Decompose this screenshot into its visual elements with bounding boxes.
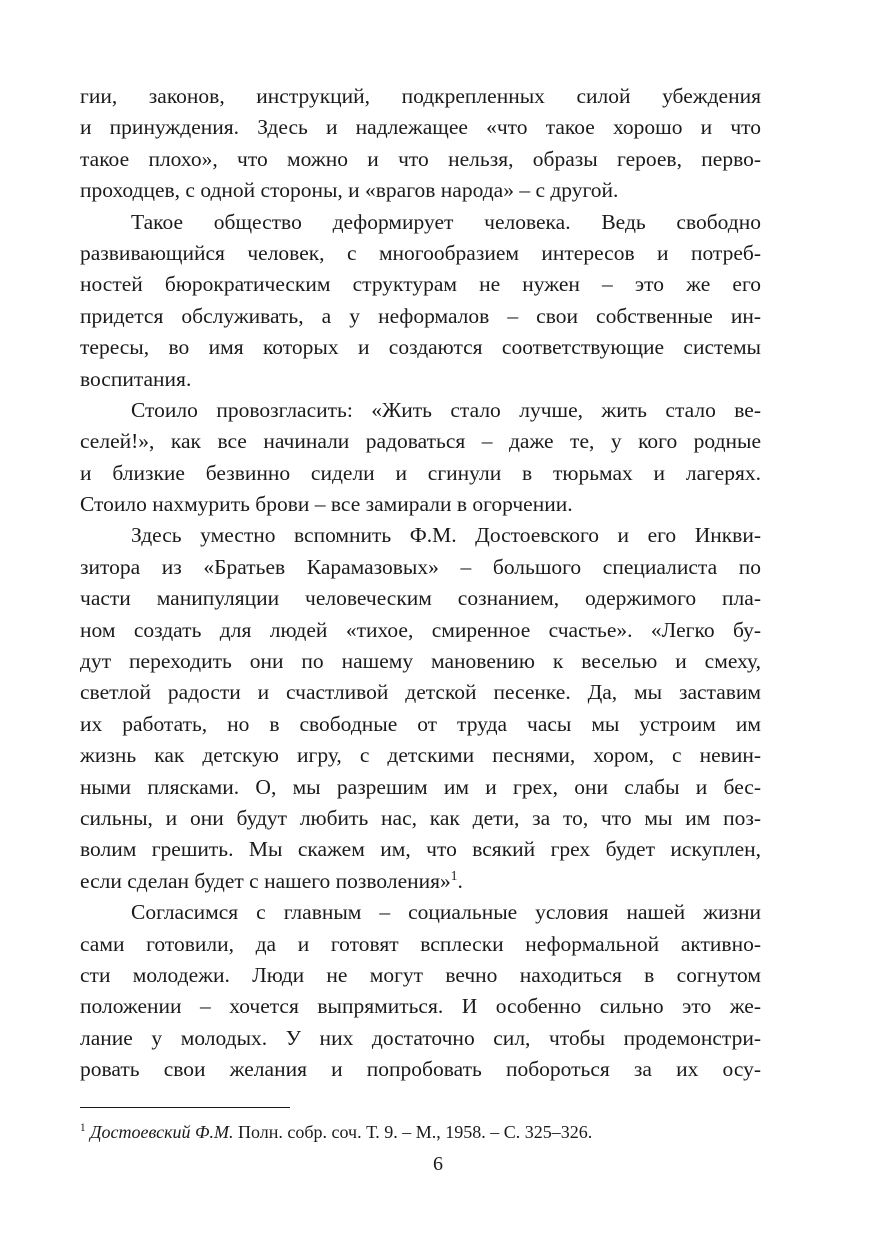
text-line-content: дут переходить они по нашему мановению к веселью и смеху, [80, 649, 761, 674]
text-line [80, 395, 761, 426]
text-line-tail: . [457, 868, 463, 893]
text-line [80, 1023, 761, 1054]
text-line [80, 834, 761, 865]
text-line [80, 772, 761, 803]
text-line [80, 458, 761, 489]
text-line-content: жизнь как детскую игру, с детскими песнями, хором, с невин- [80, 743, 761, 768]
text-line-content: и близкие безвинно сидели и сгинули в тюрьмах и лагерях. [80, 460, 761, 485]
text-line-content: проходцев, с одной стороны, и «врагов народа» – с другой. [80, 178, 619, 203]
text-line-content: лание у молодых. У них достаточно сил, чтобы продемонстри- [80, 1025, 761, 1050]
text-line [80, 520, 761, 551]
page-number: 6 [433, 1153, 443, 1175]
text-line [80, 646, 761, 677]
text-line-content: такое плохо», что можно и что нельзя, образы героев, перво- [80, 146, 761, 171]
text-line [80, 207, 761, 238]
footnote-separator [80, 1107, 290, 1108]
footnote-marker: 1 [80, 1122, 86, 1134]
text-line-content: сильны, и они будут любить нас, как дети, за то, что мы им поз- [80, 805, 761, 830]
text-line-content: Стоило нахмурить брови – все замирали в огорчении. [80, 492, 573, 517]
text-line [80, 897, 761, 928]
footnote-text: Полн. собр. соч. Т. 9. – М., 1958. – С. 325–326. [233, 1122, 593, 1142]
text-line-content: их работать, но в свободные от труда часы мы устроим им [80, 711, 761, 736]
text-line [80, 615, 761, 646]
text-line-content: положении – хочется выпрямиться. И особенно сильно это же- [80, 994, 761, 1019]
text-line-content: сами готовили, да и готовят всплески неформальной активно- [80, 931, 761, 956]
text-line-content: ном создать для людей «тихое, смиренное счастье». «Легко бу- [80, 617, 761, 642]
text-line [80, 238, 761, 269]
text-line-content: и принуждения. Здесь и надлежащее «что такое хорошо и что [80, 115, 761, 140]
text-line [80, 677, 761, 708]
text-line [80, 301, 761, 332]
text-line [80, 112, 761, 143]
text-line [80, 269, 761, 300]
text-line-content: части манипуляции человеческим сознанием, одержимого пла- [80, 586, 761, 611]
text-line-content: зитора из «Братьев Карамазовых» – большого специалиста по [80, 554, 761, 579]
footnote [80, 1120, 780, 1144]
text-line-content: тересы, во имя которых и создаются соответствующие системы [80, 335, 761, 360]
text-line-content: ными плясками. О, мы разрешим им и грех, они слабы и бес- [80, 774, 761, 799]
text-line [80, 364, 761, 395]
text-line-content: если сделан будет с нашего позволения» [80, 868, 451, 893]
text-line [80, 144, 761, 175]
text-line [80, 1054, 761, 1085]
text-line [80, 929, 761, 960]
main-text [80, 81, 761, 1086]
text-line-content: Стоило провозгласить: «Жить стало лучше, жить стало ве- [131, 397, 761, 422]
text-line-content: сти молодежи. Люди не могут вечно находиться в согнутом [80, 962, 761, 987]
footnote-author: Достоевский Ф.М. [90, 1122, 234, 1142]
text-line [80, 81, 761, 112]
text-line [80, 583, 761, 614]
text-line [80, 552, 761, 583]
text-line-content: гии, законов, инструкций, подкрепленных силой убеждения [80, 84, 761, 108]
text-line-content: Такое общество деформирует человека. Ведь свободно [131, 209, 761, 234]
text-line [80, 803, 761, 834]
text-line [80, 426, 761, 457]
text-line-content: развивающийся человек, с многообразием интересов и потреб- [80, 240, 761, 265]
text-line-content: воспитания. [80, 366, 192, 391]
text-line-content: Согласимся с главным – социальные условия нашей жизни [131, 900, 761, 925]
text-line [80, 960, 761, 991]
footnote-reference: 1 [450, 867, 458, 883]
text-line [80, 175, 761, 206]
text-line-content: волим грешить. Мы скажем им, что всякий грех будет искуплен, [80, 837, 761, 862]
text-line-content: ностей бюрократическим структурам не нужен – это же его [80, 272, 761, 297]
text-line-content: ровать свои желания и попробовать побороться за их осу- [80, 1057, 761, 1082]
text-line [80, 332, 761, 363]
text-line-content: светлой радости и счастливой детской песенке. Да, мы заставим [80, 680, 761, 705]
text-line [80, 740, 761, 771]
text-line-content: придется обслуживать, а у неформалов – свои собственные ин- [80, 303, 761, 328]
text-line [80, 991, 761, 1022]
text-line-content: селей!», как все начинали радоваться – даже те, у кого родные [80, 429, 761, 454]
text-line [80, 709, 761, 740]
text-line [80, 866, 761, 897]
text-line-content: Здесь уместно вспомнить Ф.М. Достоевского и его Инкви- [131, 523, 761, 548]
text-line [80, 489, 761, 520]
